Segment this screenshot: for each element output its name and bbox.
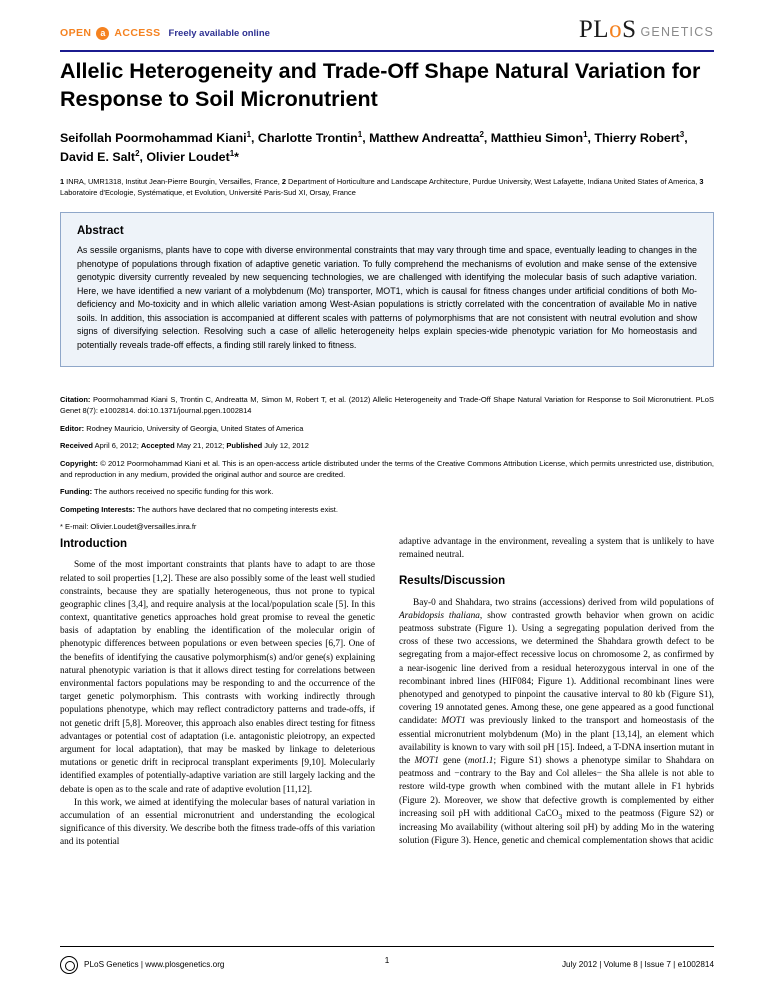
received-label: Received (60, 441, 93, 451)
citation-line (60, 394, 714, 417)
footer-issue-info: July 2012 | Volume 8 | Issue 7 | e1002814 (561, 960, 714, 969)
abstract-heading: Abstract (77, 225, 124, 237)
funding-label: Funding: (60, 487, 93, 497)
editor-line (60, 423, 714, 434)
abstract-box (60, 212, 714, 367)
competing-text: The authors have declared that no competing interests exist. (136, 504, 338, 514)
funding-line (60, 486, 714, 497)
intro-paragraph-2-cont: adaptive advantage in the environment, revealing a system that is unlikely to have remained neutral. (399, 537, 714, 561)
body-column-right (399, 536, 714, 848)
section-heading-introduction: Introduction (60, 538, 128, 550)
competing-line (60, 504, 714, 515)
plos-logo (579, 16, 714, 44)
freely-available-label: Freely available online (168, 27, 270, 39)
page-footer (60, 946, 714, 976)
competing-label: Competing Interests: (60, 504, 136, 514)
dates-line (60, 440, 714, 451)
section-heading-results: Results/Discussion (399, 575, 506, 588)
copyright-label: Copyright: (60, 458, 98, 468)
plos-journal-name: GENETICS (640, 25, 714, 39)
author-list: Seifollah Poormohammad Kiani$^1$, Charlotte Trontin$^1$, Matthew Andreatta$^2$, Matthieu Simon$^1$, Thierry Robert$^3$, David E. Salt$^2$, Olivier Loudet$^1$* (60, 130, 688, 164)
editor-label: Editor: (60, 423, 85, 433)
page-title: Allelic Heterogeneity and Trade-Off Shape Natural Variation for Response to Soil Micronutrient (60, 59, 701, 111)
header-divider (60, 50, 714, 52)
editor-text: Rodney Mauricio, University of Georgia, United States of America (86, 423, 304, 433)
article-metadata (60, 394, 714, 539)
affiliations: 1 INRA, UMR1318, Institut Jean-Pierre Bourgin, Versailles, France, 2 Department of Horticulture and Landscape Architecture, Purdue University, West Lafayette, Indiana United States of America, 3 Laboratoire d'Ecologie, Systématique, et Evolution, Université Paris-Sud XI, Orsay, France (60, 177, 704, 198)
body-column-left (60, 536, 375, 849)
open-access-icon: a (96, 27, 109, 40)
citation-text: Poormohammad Kiani S, Trontin C, Andreatta M, Simon M, Robert T, et al. (2012) Allelic Heterogeneity and Trade-Off Shape Natural Variation for Response to Soil Micronutrient. PLoS Genet 8(7): e1002814. doi:10.1371/journal.pgen.1002814 (60, 395, 714, 416)
open-access-open-label: OPEN (60, 27, 92, 39)
intro-paragraph-2: In this work, we aimed at identifying the molecular bases of natural variation in accumulation of an essential micronutrient and understanding the ecological significance of this diversity. We describe both the fitness trade-offs of this variation and its potential (60, 797, 375, 848)
open-access-badge (60, 22, 270, 44)
abstract-text: As sessile organisms, plants have to cope with diverse environmental constraints that may vary through time and space, eventually leading to changes in the phenotype of populations through fixation of adaptive genetic variation. To fully comprehend the mechanisms of evolution and make sense of the extensive genotypic diversity currently revealed by new sequencing technologies, we are challenged with identifying the molecular basis of such adaptive variation. Here, we have identified a new variant of a molybdenum (Mo) transporter, MOT1, which is causal for fitness changes under artificial conditions of both Mo-deficiency and Mo-toxicity and in which allelic variation among West-Asian populations is strictly correlated with the concentration of available Mo in native soils. In addition, this association is accompanied at different scales with patterns of polymorphisms that are not consistent with neutral evolution and show signs of diversifying selection. Resolving such a case of allelic heterogeneity helps explain species-wide phenotypic variation for Mo homeostasis and potentially reveals trade-off effects, a finding still rarely linked to fitness. (77, 245, 697, 350)
corresponding-email[interactable]: * E-mail: Olivier.Loudet@versailles.inra.fr (60, 522, 197, 532)
copyright-line (60, 458, 714, 481)
page-header (0, 16, 774, 50)
intro-paragraph-1: Some of the most important constraints that plants have to adapt to are those related to soil properties [1,2]. These are also possibly some of the least well studied constraints, because they are spatially heterogeneous, thus not prone to typical geographic clines [3,4], and require analysis at the local/population scale [5]. In this context, quantitative genetics approaches hold great promise to reveal the genetic basis of adaptation by enabling the identification of the molecular origin of phenotypic differences between populations or even between species [6,7]. One of the benefits of identifying the causative polymorphism(s) and/or gene(s) explaining natural phenotypic variation is that it allows direct testing for correlations between environmental factors populations may be responding to and the occurrence of the target genetic polymorphism. This contrasts with working indirectly through populations phenotype, which may reflect contradictory patterns and trade-offs, if not genetic drift [5,8]. Moreover, this approach also enables direct testing for fitness advantages or potential cost of adaptation (i.e. antagonistic pleiotropy, an expected argument for local adaptation), that may be masked by linkage to deleterious mutations or genetic drift in reciprocal transplant experiments [9,10]. Molecularly identified examples of potentially-adaptive variation are still largely lacking and the debate is open as to the scale and rate of adaptive evolution [11,12]. (60, 560, 375, 795)
footer-journal-url[interactable]: PLoS Genetics | www.plosgenetics.org (84, 960, 225, 969)
funding-text: The authors received no specific funding for this work. (94, 487, 274, 497)
copyright-text: © 2012 Poormohammad Kiani et al. This is an open-access article distributed under the terms of the Creative Commons Attribution License, which permits unrestricted use, distribution, and reproduction in any medium, provided the original author and source are credited. (60, 458, 714, 479)
plos-wordmark: PLoS (578, 16, 637, 43)
dates-text: April 6, 2012; Accepted May 21, 2012; Published July 12, 2012 (94, 441, 309, 451)
results-paragraph-1: Bay-0 and Shahdara, two strains (accessions) derived from wild populations of Arabidopsis thaliana, show contrasted growth behavior when grown on acidic peatmoss substrate (Figure 1). Using a segregating population derived from the cross of these two accessions, we determined the Shahdara growth defect to be segregating from a major-effect recessive locus on chromosome 2, as confirmed by a near-isogenic line derived from a residual heterozygous interval in one of the recombinant inbred lines (HIF084; Figure 1). Additional recombinant lines were phenotyped and genotyped to pinpoint the causative interval to 80 kb (Figure S1), covering 19 annotated genes. Among these, one gene appeared as a good functional candidate: MOT1 was previously linked to the transport and homeostasis of the essential micronutrient molybdenum (Mo) in the plant [13,14], an element which availability is known to vary with soil pH [15]. Indeed, a T-DNA insertion mutant in the MOT1 gene (mot1.1; Figure S1) shows a phenotype similar to Shahdara on peatmoss and −contrary to the Bay and Col alleles− the Sha allele is not able to restore wild-type growth when combined with the mutant allele in F1 hybrids (Figure 2). Moreover, we show that defective growth is complemented by either increasing soil pH with additional CaCO$_3$ mixed to the peatmoss (Figure S2) or increasing Mo availability (without altering soil pH) by adding Mo in the watering solution (Figure 3). Hence, genetic and chemical complementation shows that acidic (399, 597, 715, 846)
citation-label: Citation: (60, 395, 91, 404)
footer-page-number: 1 (384, 956, 390, 965)
open-access-access-label: ACCESS (114, 27, 161, 39)
